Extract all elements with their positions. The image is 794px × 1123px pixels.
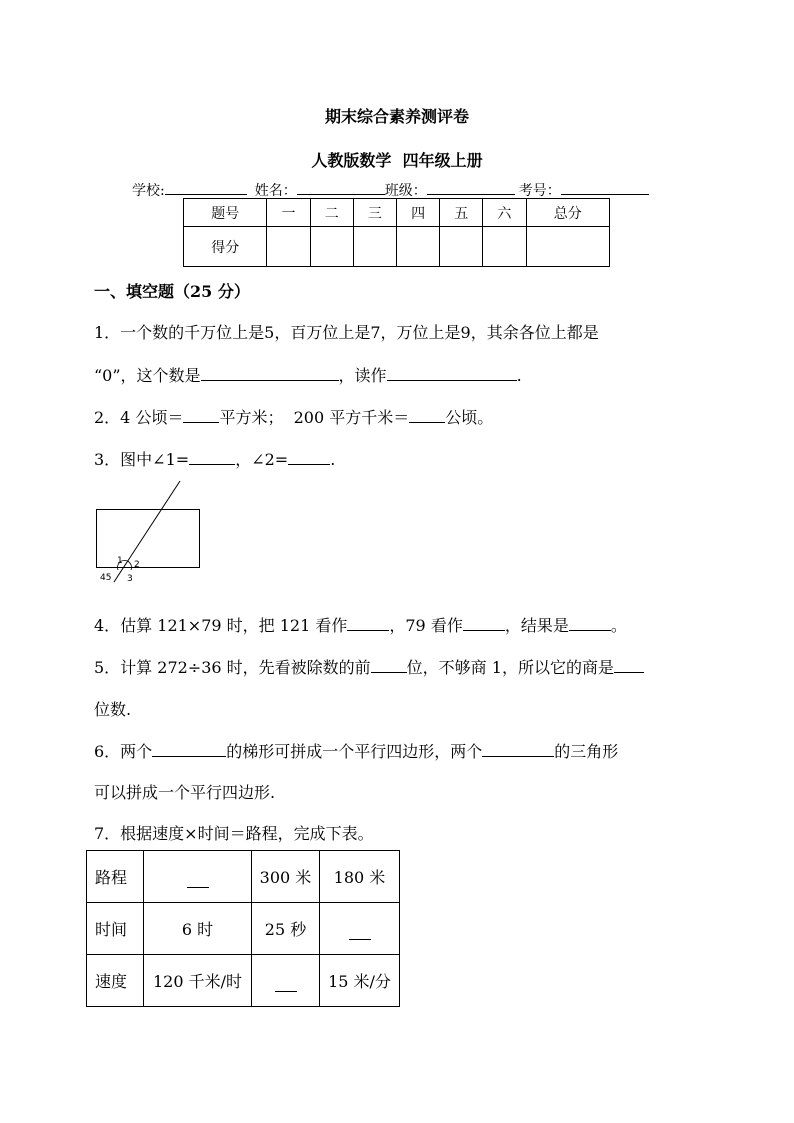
speed-blank-cell[interactable] [320,903,400,955]
q4-text-b: ，79 看作 [389,616,463,635]
info-line [132,179,649,200]
score-header-cell: 一 [267,199,310,227]
angle-figure [88,478,218,588]
speed-cell: 180 米 [320,851,400,903]
score-header-cell: 总分 [526,199,610,227]
score-header-cell: 题号 [184,199,267,227]
question-6-line1 [94,739,618,762]
score-row-label: 得分 [184,227,267,267]
q3-text-c: . [330,450,336,469]
q5-answer-1[interactable] [371,657,407,673]
school-label: 学校: [132,183,165,199]
q1-answer-reading[interactable] [387,365,517,381]
speed-cell: 120 千米/时 [144,955,252,1007]
name-label: 姓名： [254,183,297,199]
question-2 [94,405,493,428]
q1-answer-number[interactable] [201,365,339,381]
exam-no-label: 考号： [518,183,561,199]
question-4 [94,613,627,636]
score-cell[interactable] [396,227,439,267]
speed-blank-cell[interactable] [252,955,320,1007]
speed-row-label: 速度 [87,955,144,1007]
q6-answer-1[interactable] [152,741,226,757]
speed-cell: 300 米 [252,851,320,903]
figure-label-45: 45 [100,573,112,583]
q2-text-c: 公顷。 [445,408,494,427]
score-cell[interactable] [440,227,483,267]
speed-blank[interactable] [275,976,297,992]
speed-table [86,850,400,1007]
q5-text-b: 位，不够商 1，所以它的商是 [406,658,614,677]
question-1-line1: 1．一个数的千万位上是5，百万位上是7，万位上是9，其余各位上都是 [94,323,599,342]
question-3 [94,447,335,470]
question-7: 7．根据速度×时间＝路程，完成下表。 [94,824,374,843]
q4-text-d: 。 [610,616,627,635]
q3-text-b: ，∠2= [235,450,289,469]
page-title: 期末综合素养测评卷 [324,107,469,126]
q2-answer-2[interactable] [409,407,445,423]
q5-answer-2[interactable] [614,657,644,673]
q4-answer-3[interactable] [569,615,611,631]
score-cell[interactable] [483,227,526,267]
q3-text-a: 3．图中∠1= [94,450,190,469]
q6-text-b: 的梯形可拼成一个平行四边形，两个 [226,742,483,761]
score-cell[interactable] [267,227,310,267]
q3-answer-angle2[interactable] [288,449,330,465]
figure-label-3: 3 [127,574,133,584]
q2-text-a: 2．4 公顷＝ [94,408,184,427]
q6-answer-2[interactable] [482,741,554,757]
q1-text-a: “0”，这个数是 [94,366,201,385]
class-label: 班级： [384,183,427,199]
section-heading: 一、填空题（25 分） [94,282,250,301]
q6-text-a: 6．两个 [94,742,153,761]
figure-rectangle [97,510,200,568]
name-field[interactable] [297,179,385,195]
question-6-line2: 可以拼成一个平行四边形. [94,783,276,802]
q1-text-c: . [516,366,522,385]
school-field[interactable] [165,179,247,195]
q2-answer-1[interactable] [183,407,219,423]
figure-transversal [114,481,180,582]
speed-blank[interactable] [349,924,371,940]
score-cell[interactable] [310,227,353,267]
q2-text-b: 平方米； 200 平方千米＝ [219,408,410,427]
speed-row-label: 路程 [87,851,144,903]
speed-blank[interactable] [187,872,209,888]
speed-row-label: 时间 [87,903,144,955]
q1-text-b: ，读作 [338,366,387,385]
question-5-line1 [94,655,644,678]
q3-answer-angle1[interactable] [189,449,235,465]
score-cell[interactable] [526,227,610,267]
q6-text-c: 的三角形 [554,742,619,761]
q4-text-c: ，结果是 [504,616,569,635]
q4-answer-1[interactable] [347,615,389,631]
class-field[interactable] [427,179,515,195]
question-1-line2 [94,363,522,386]
speed-blank-cell[interactable] [144,851,252,903]
speed-cell: 6 时 [144,903,252,955]
score-header-cell: 二 [310,199,353,227]
score-header-cell: 五 [440,199,483,227]
exam-no-field[interactable] [561,179,649,195]
figure-label-2: 2 [134,560,140,570]
figure-label-1: 1 [117,556,123,566]
q4-text-a: 4．估算 121×79 时，把 121 看作 [94,616,348,635]
q5-text-a: 5．计算 272÷36 时，先看被除数的前 [94,658,371,677]
score-header-cell: 四 [396,199,439,227]
score-cell[interactable] [353,227,396,267]
score-header-cell: 三 [353,199,396,227]
score-header-cell: 六 [483,199,526,227]
page-subtitle: 人教版数学 四年级上册 [311,151,483,170]
speed-cell: 25 秒 [252,903,320,955]
score-table [183,198,610,267]
q4-answer-2[interactable] [463,615,505,631]
question-5-line2: 位数. [94,700,132,719]
speed-cell: 15 米/分 [320,955,400,1007]
